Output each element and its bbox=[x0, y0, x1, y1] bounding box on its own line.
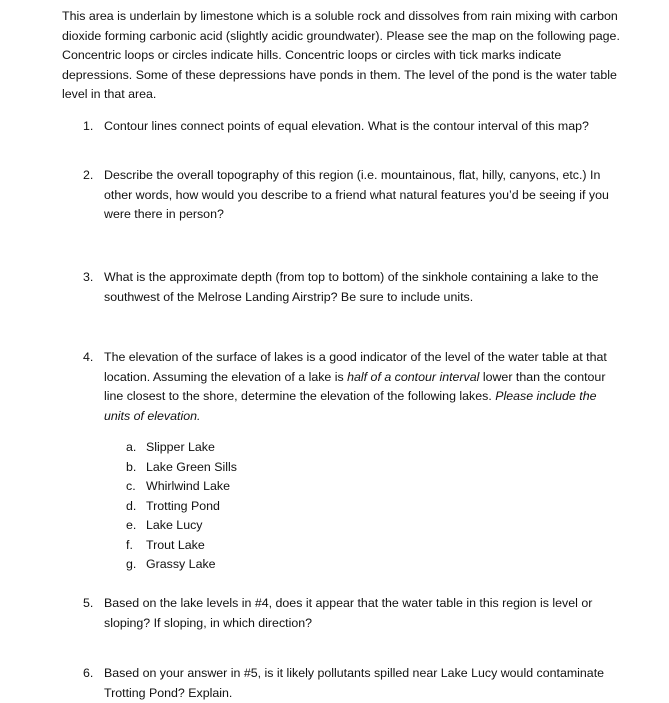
question-text: Contour lines connect points of equal elevation. What is the contour interval of this map? bbox=[104, 119, 589, 133]
question-6 bbox=[83, 664, 613, 703]
lake-name: Lake Green Sills bbox=[146, 459, 237, 474]
list-item bbox=[126, 555, 426, 575]
question-number: 5. bbox=[83, 596, 94, 610]
intro-paragraph: This area is underlain by limestone which is a soluble rock and dissolves from rain mixing with carbon dioxide forming carbonic acid (slightly acidic groundwater). Please see the map on the following page. Concentric loops or circles indicate hills. Concentric loops or circles with tick marks indicate depressions. Some of these depressions have ponds in them. The level of the pond is the water table level in that area. bbox=[62, 9, 620, 101]
list-item bbox=[126, 477, 426, 497]
lake-list bbox=[126, 438, 426, 575]
question-text-part: The elevation of the surface of lakes is a good indicator of the level of the water table at that location. Assuming the elevation of a lake is bbox=[104, 350, 607, 384]
list-item bbox=[126, 536, 426, 556]
question-number: 2. bbox=[83, 168, 94, 182]
question-emphasis: Please include the units of elevation. bbox=[104, 389, 597, 423]
question-3 bbox=[83, 268, 613, 307]
list-letter: b. bbox=[126, 459, 137, 474]
question-number: 6. bbox=[83, 666, 94, 680]
list-item bbox=[126, 497, 426, 517]
lake-name: Trotting Pond bbox=[146, 498, 220, 513]
list-letter: d. bbox=[126, 498, 137, 513]
question-text: Based on your answer in #5, is it likely pollutants spilled near Lake Lucy would contaminate Trotting Pond? Explain. bbox=[104, 666, 605, 700]
question-2 bbox=[83, 166, 613, 225]
list-letter: f. bbox=[126, 537, 133, 552]
lake-name: Whirlwind Lake bbox=[146, 479, 231, 493]
list-letter: g. bbox=[126, 557, 137, 571]
lake-name: Trout Lake bbox=[146, 537, 205, 552]
lake-name: Slipper Lake bbox=[146, 440, 215, 454]
list-item bbox=[126, 516, 426, 536]
question-text: Based on the lake levels in #4, does it appear that the water table in this region is level or sloping? If sloping, in which direction? bbox=[104, 596, 593, 630]
list-letter: a. bbox=[126, 440, 137, 454]
lake-name: Lake Lucy bbox=[146, 518, 203, 532]
lake-name: Grassy Lake bbox=[146, 557, 216, 571]
question-4 bbox=[83, 348, 613, 426]
question-number: 3. bbox=[83, 270, 94, 284]
question-text: Describe the overall topography of this region (i.e. mountainous, flat, hilly, canyons, etc.) In other words, how would you describe to a friend what natural features you’d be seeing if you were there in person? bbox=[104, 168, 609, 221]
question-text bbox=[104, 348, 613, 426]
question-text: What is the approximate depth (from top to bottom) of the sinkhole containing a lake to the southwest of the Melrose Landing Airstrip? Be sure to include units. bbox=[104, 270, 599, 304]
question-number: 4. bbox=[83, 350, 94, 364]
list-letter: e. bbox=[126, 518, 137, 532]
question-emphasis: half of a contour interval bbox=[347, 369, 480, 384]
question-5 bbox=[83, 594, 613, 633]
list-letter: c. bbox=[126, 479, 136, 493]
question-number: 1. bbox=[83, 119, 94, 133]
list-item bbox=[126, 458, 426, 478]
question-1 bbox=[83, 117, 613, 137]
list-item bbox=[126, 438, 426, 458]
question-text-part: lower than the contour line closest to the shore, determine the elevation of the following lakes. bbox=[104, 369, 606, 403]
